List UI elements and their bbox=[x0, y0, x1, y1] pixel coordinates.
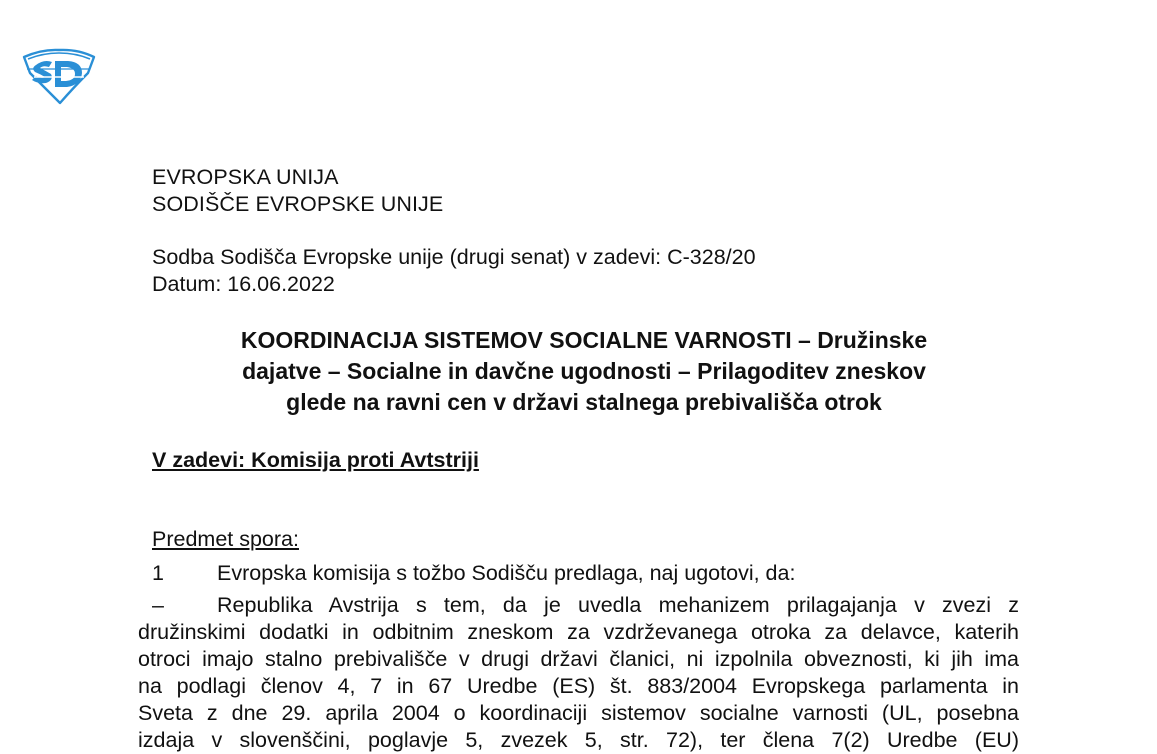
case-reference bbox=[152, 244, 756, 298]
subject-heading: Predmet spora: bbox=[152, 527, 299, 551]
header-court: SODIŠČE EVROPSKE UNIJE bbox=[152, 192, 444, 216]
title-line-2: dajatve – Socialne in davčne ugodnosti – Prilagoditev zneskov bbox=[242, 358, 926, 384]
court-shield-logo bbox=[22, 47, 96, 105]
paragraph-line-text: Republika Avstrija s tem, da je uvedla mehanizem prilagajanja v zvezi z bbox=[217, 593, 1019, 617]
point-number: 1 bbox=[152, 561, 164, 585]
title-line-3: glede na ravni cen v državi stalnega prebivališča otrok bbox=[286, 389, 882, 415]
paragraph-line: na podlagi členov 4, 7 in 67 Uredbe (ES) št. 883/2004 Evropskega parlamenta in bbox=[138, 674, 1019, 698]
paragraph-line: Sveta z dne 29. aprila 2004 o koordinaciji sistemov socialne varnosti (UL, posebna bbox=[138, 701, 1019, 725]
case-date: Datum: 16.06.2022 bbox=[152, 272, 335, 296]
document-title bbox=[140, 325, 1028, 418]
point-text: Evropska komisija s tožbo Sodišču predlaga, naj ugotovi, da: bbox=[217, 561, 796, 585]
dash-paragraph bbox=[138, 592, 1019, 754]
paragraph-line: otroci imajo stalno prebivališče v drugi državi članici, ni izpolnila obveznosti, ki jih ima bbox=[138, 647, 1019, 671]
title-line-1: KOORDINACIJA SISTEMOV SOCIALNE VARNOSTI – Družinske bbox=[240, 327, 928, 353]
case-judgment-line: Sodba Sodišča Evropske unije (drugi senat) v zadevi: C-328/20 bbox=[152, 245, 756, 269]
dash-marker: – bbox=[152, 593, 164, 617]
court-header bbox=[152, 164, 443, 218]
numbered-point bbox=[152, 561, 795, 586]
paragraph-line bbox=[138, 592, 1019, 619]
paragraph-line: izdaja v slovenščini, poglavje 5, zvezek 5, str. 72), ter člena 7(2) Uredbe (EU) bbox=[138, 728, 1019, 752]
header-union: EVROPSKA UNIJA bbox=[152, 165, 339, 189]
case-parties: V zadevi: Komisija proti Avtstriji bbox=[152, 448, 479, 472]
paragraph-line: družinskimi dodatki in odbitnim zneskom za vzdrževanega otroka za delavce, katerih bbox=[138, 620, 1019, 644]
